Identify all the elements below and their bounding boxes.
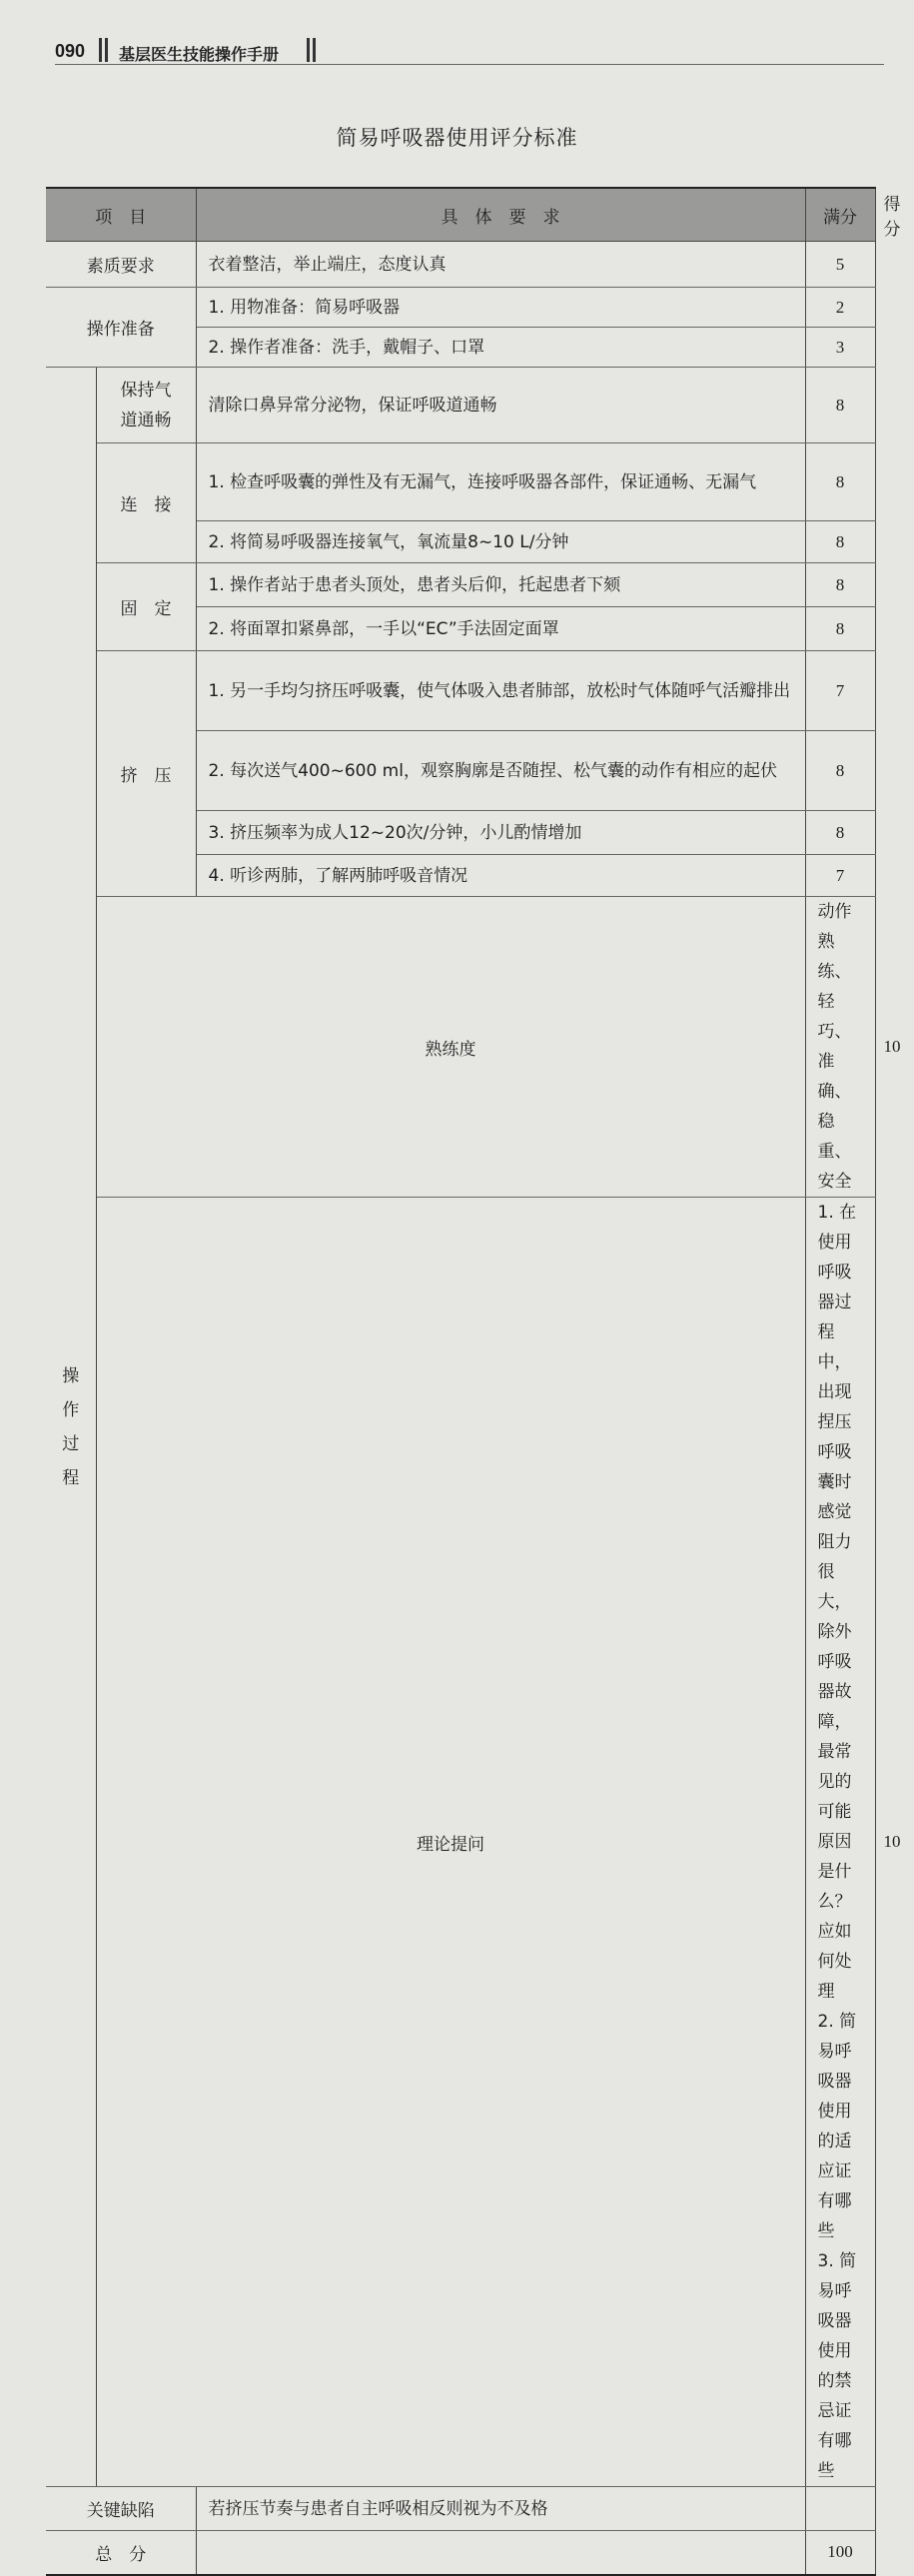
- page-number: 090: [55, 41, 86, 61]
- item-cell: 操作准备: [46, 288, 196, 368]
- header-divider: [307, 38, 310, 62]
- table-row: [46, 563, 875, 607]
- col-header-full-score: 满分: [805, 188, 875, 242]
- item-cell-process: [46, 368, 96, 2487]
- full-score-cell: 7: [805, 855, 875, 897]
- header-divider: [313, 38, 316, 62]
- header-divider: [105, 38, 108, 62]
- requirement-cell: 2. 操作者准备：洗手，戴帽子、口罩: [196, 328, 805, 368]
- requirement-cell: 若挤压节奏与患者自主呼吸相反则视为不及格: [196, 2487, 805, 2531]
- requirement-cell: 2. 每次送气400~600 ml，观察胸廓是否随捏、松气囊的动作有相应的起伏: [196, 731, 805, 811]
- requirement-cell: 清除口鼻异常分泌物，保证呼吸道通畅: [196, 368, 805, 443]
- header-divider: [99, 38, 102, 62]
- scoring-table: [46, 187, 901, 2576]
- item-cell: 关键缺陷: [46, 2487, 196, 2531]
- col-header-requirement: 具 体 要 求: [196, 188, 805, 242]
- requirement-cell: 1. 另一手均匀挤压呼吸囊，使气体吸入患者肺部，放松时气体随呼气活瓣排出: [196, 651, 805, 731]
- process-char: 作: [62, 1399, 80, 1420]
- table-row: 理论提问 1. 在使用呼吸器过程中，出现捏压呼吸囊时感觉阻力很大，除外呼吸器故障，最常见的可能原因是什么？应如何处理 2. 简易呼吸器使用的适应证有哪些 3. 简易呼吸器使用的禁忌证有哪些 10: [46, 1198, 875, 2487]
- requirement-cell: [805, 1198, 875, 2487]
- sub-item-cell: 连 接: [96, 443, 196, 563]
- requirement-cell: [196, 2531, 805, 2575]
- requirement-cell: 2. 将面罩扣紧鼻部，一手以“EC”手法固定面罩: [196, 607, 805, 651]
- table-row: [46, 368, 875, 443]
- requirement-cell: 1. 用物准备：简易呼吸器: [196, 288, 805, 328]
- process-char: 操: [62, 1365, 80, 1386]
- table-row: [46, 242, 875, 288]
- table-row: [46, 443, 875, 521]
- table-row: 熟练度 动作熟练、轻巧、准确、稳重、安全 10: [46, 897, 875, 1198]
- header-rule: [55, 64, 884, 65]
- table-header-row: 项 目 具 体 要 求 满分 得分: [46, 188, 875, 242]
- col-header-item: 项 目: [46, 188, 196, 242]
- table-row: [46, 651, 875, 731]
- page-header: [55, 38, 884, 68]
- sub-item-cell: 固 定: [96, 563, 196, 651]
- item-cell: 熟练度: [96, 897, 805, 1198]
- full-score-cell: 7: [805, 651, 875, 731]
- full-score-cell: 8: [805, 368, 875, 443]
- full-score-cell: [805, 2487, 875, 2531]
- requirement-cell: 1. 检查呼吸囊的弹性及有无漏气，连接呼吸器各部件，保证通畅、无漏气: [196, 443, 805, 521]
- sub-item-cell: 保持气道通畅: [96, 368, 196, 443]
- full-score-cell: 2: [805, 288, 875, 328]
- full-score-cell: 8: [805, 607, 875, 651]
- table-row: [46, 2531, 875, 2575]
- book-title: 基层医生技能操作手册: [119, 45, 280, 64]
- document-title: 简易呼吸器使用评分标准: [336, 126, 578, 150]
- table-row: [46, 288, 875, 328]
- item-cell: 理论提问: [96, 1198, 805, 2487]
- item-cell: 总 分: [46, 2531, 196, 2575]
- full-score-cell: 8: [805, 811, 875, 855]
- requirement-cell: 2. 将简易呼吸器连接氧气，氧流量8~10 L/分钟: [196, 521, 805, 563]
- requirement-cell: 1. 操作者站于患者头顶处，患者头后仰，托起患者下颏: [196, 563, 805, 607]
- theory-question: 1. 在使用呼吸器过程中，出现捏压呼吸囊时感觉阻力很大，除外呼吸器故障，最常见的可能原因是什么？应如何处理: [817, 1203, 857, 2002]
- sub-item-cell: 挤 压: [96, 651, 196, 897]
- full-score-cell: 8: [805, 731, 875, 811]
- theory-question: 2. 简易呼吸器使用的适应证有哪些: [817, 2012, 857, 2241]
- process-char: 程: [62, 1467, 80, 1488]
- full-score-cell: 8: [805, 443, 875, 521]
- full-score-cell: 8: [805, 563, 875, 607]
- full-score-cell: 8: [805, 521, 875, 563]
- requirement-cell: 动作熟练、轻巧、准确、稳重、安全: [805, 897, 875, 1198]
- theory-question: 3. 简易呼吸器使用的禁忌证有哪些: [817, 2251, 857, 2481]
- process-char: 过: [62, 1433, 80, 1454]
- requirement-cell: 衣着整洁，举止端庄，态度认真: [196, 242, 805, 288]
- table-row: [46, 2487, 875, 2531]
- requirement-cell: 4. 听诊两肺，了解两肺呼吸音情况: [196, 855, 805, 897]
- full-score-cell: 3: [805, 328, 875, 368]
- item-cell: 素质要求: [46, 242, 196, 288]
- requirement-cell: 3. 挤压频率为成人12~20次/分钟，小儿酌情增加: [196, 811, 805, 855]
- full-score-cell: 100: [805, 2531, 875, 2575]
- full-score-cell: 5: [805, 242, 875, 288]
